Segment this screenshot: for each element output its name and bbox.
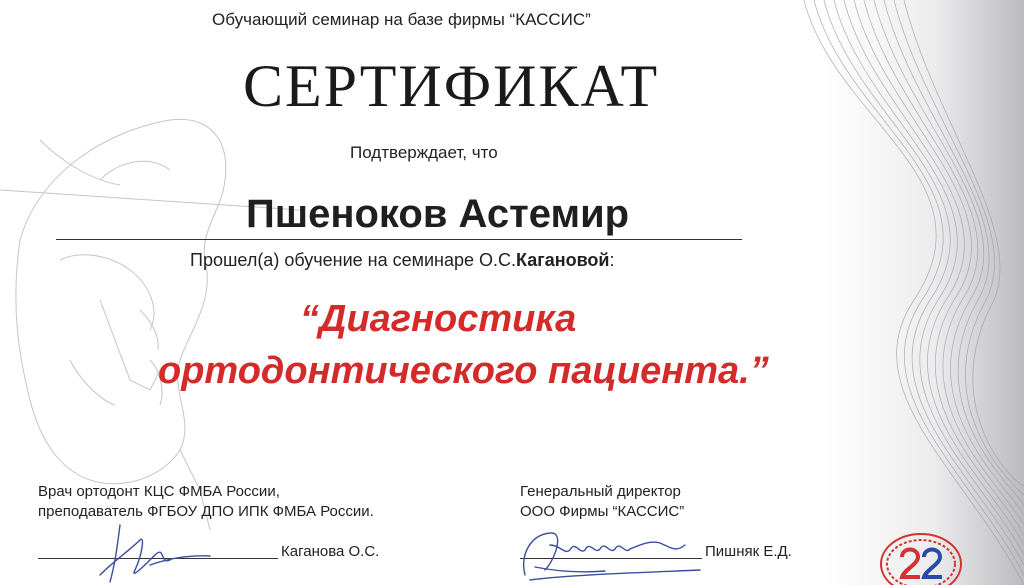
left-signatory-name: Каганова О.С. <box>281 543 380 560</box>
left-signatory-position <box>38 482 374 522</box>
certificate-title: СЕРТИФИКАТ <box>243 53 660 119</box>
passed-seminar-text <box>190 250 615 271</box>
right-position-line2: ООО Фирмы “КАССИС” <box>520 503 685 520</box>
left-position-line2: преподаватель ФГБОУ ДПО ИПК ФМБА России. <box>38 503 374 520</box>
seminar-line: Обучающий семинар на базе фирмы “КАССИС” <box>212 10 591 29</box>
right-signatory-name: Пишняк Е.Д. <box>705 543 792 560</box>
confirms-text: Подтверждает, что <box>350 143 498 162</box>
right-position-line1: Генеральный директор <box>520 483 681 500</box>
right-handwritten-signature <box>510 515 710 585</box>
passed-prefix: Прошел(а) обучение на семинаре О.С. <box>190 250 517 270</box>
course-title-line2: ортодонтического пациента.” <box>158 350 769 392</box>
passed-suffix: : <box>609 250 615 270</box>
left-position-line1: Врач ортодонт КЦС ФМБА России, <box>38 483 280 500</box>
course-title-line1: “Диагностика <box>300 298 577 340</box>
instructor-name: Кагановой <box>516 250 610 270</box>
name-underline <box>56 239 742 240</box>
left-handwritten-signature <box>90 520 220 585</box>
decorative-wave-lines <box>794 0 1024 585</box>
company-logo-icon <box>876 522 966 585</box>
recipient-name: Пшеноков Астемир <box>246 192 630 236</box>
